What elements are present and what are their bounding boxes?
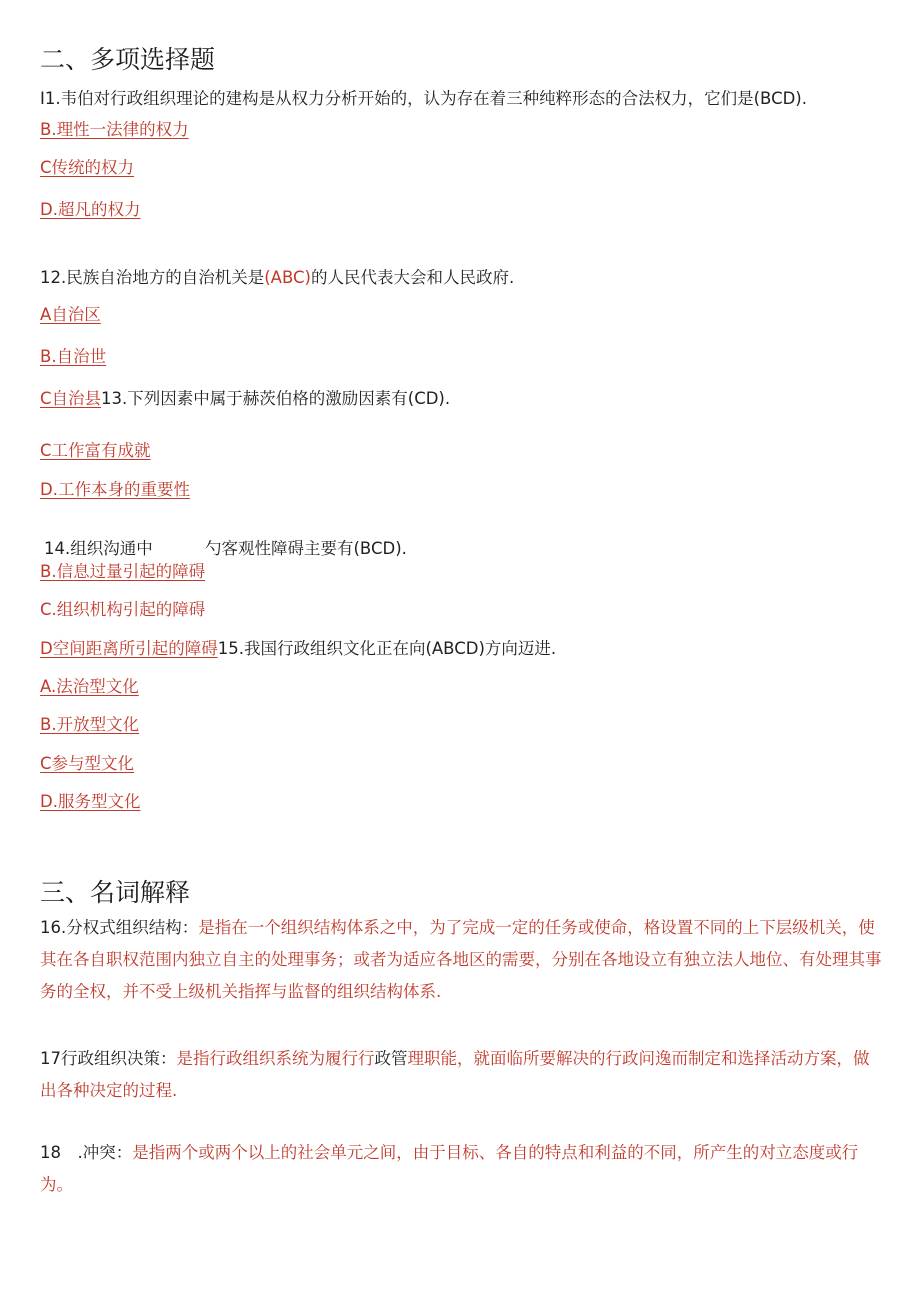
q11-option-b: B.理性一法律的权力 [40, 120, 189, 139]
q13-option-c: C工作富有成就 [40, 441, 151, 460]
q12-option-b: B.自治世 [40, 347, 107, 366]
section-title-multiple-choice: 二、多项选择题 [40, 45, 216, 74]
q14-option-b: B.信息过量引起的障碍 [40, 562, 206, 581]
q17-definition-b: 政管 [374, 1049, 408, 1068]
q11-option-d: D.超凡的权力 [40, 200, 141, 219]
question-12 [40, 264, 514, 288]
q18-term: 18 .冲突： [40, 1143, 133, 1162]
q15-option-a: A.法治型文化 [40, 677, 139, 696]
question-13: 13.下列因素中属于赫茨伯格的激励因素有(CD). [101, 389, 451, 408]
question-14-part-a: 14.组织沟通中 [44, 539, 153, 558]
q15-option-d: D.服务型文化 [40, 792, 141, 811]
q16-term: 16.分权式组织结构： [40, 918, 199, 937]
q11-option-c: C传统的权力 [40, 158, 135, 177]
q14-option-d-and-question-15 [40, 635, 556, 659]
q12-answer: (ABC) [264, 268, 311, 287]
q17-term: 17行政组织决策： [40, 1049, 177, 1068]
question-17 [40, 1043, 885, 1107]
q14-option-d: D空间距离所引起的障碍 [40, 639, 218, 658]
q17-definition-c: 理职能，就面临所要解决的行政问逸而制定和选择活动方案，做出各种决定的过程. [40, 1049, 870, 1100]
question-16 [40, 912, 885, 1008]
q12-text-post: 的人民代表大会和人民政府. [310, 268, 515, 287]
q13-option-d: D.工作本身的重要性 [40, 480, 190, 499]
section-title-term-explanation: 三、名词解释 [40, 878, 191, 907]
q12-option-c: C自治县 [40, 389, 102, 408]
q16-definition: 是指在一个组织结构体系之中，为了完成一定的任务或使命，格设置不同的上下层级机关，使其在各自职权范围内独立自主的处理事务；或者为适应各地区的需要，分别在各地设立有独立法人地位、有处理其事务的全权，并不受上级机关指挥与监督的组织结构体系. [40, 918, 882, 1001]
question-14-part-b: 勺客观性障碍主要有(BCD). [205, 539, 407, 558]
q17-definition-a: 是指行政组织系统为履行行 [176, 1049, 375, 1068]
q15-option-b: B.开放型文化 [40, 715, 140, 734]
question-18 [40, 1137, 885, 1201]
q15-option-c: C参与型文化 [40, 754, 135, 773]
question-15: 15.我国行政组织文化正在向(ABCD)方向迈进. [217, 639, 557, 658]
q12-option-a: A自治区 [40, 305, 101, 324]
q12-text-pre: 12.民族自治地方的自治机关是 [40, 268, 265, 287]
q18-definition: 是指两个或两个以上的社会单元之间，由于目标、各自的特点和利益的不同，所产生的对立态度或行为。 [40, 1143, 859, 1194]
q14-option-c: C.组织机构引起的障碍 [40, 600, 206, 619]
question-11: I1.韦伯对行政组织理论的建构是从权力分析开始的，认为存在着三种纯粹形态的合法权力，它们是(BCD). [40, 89, 807, 108]
q12-option-c-and-question-13 [40, 385, 450, 409]
